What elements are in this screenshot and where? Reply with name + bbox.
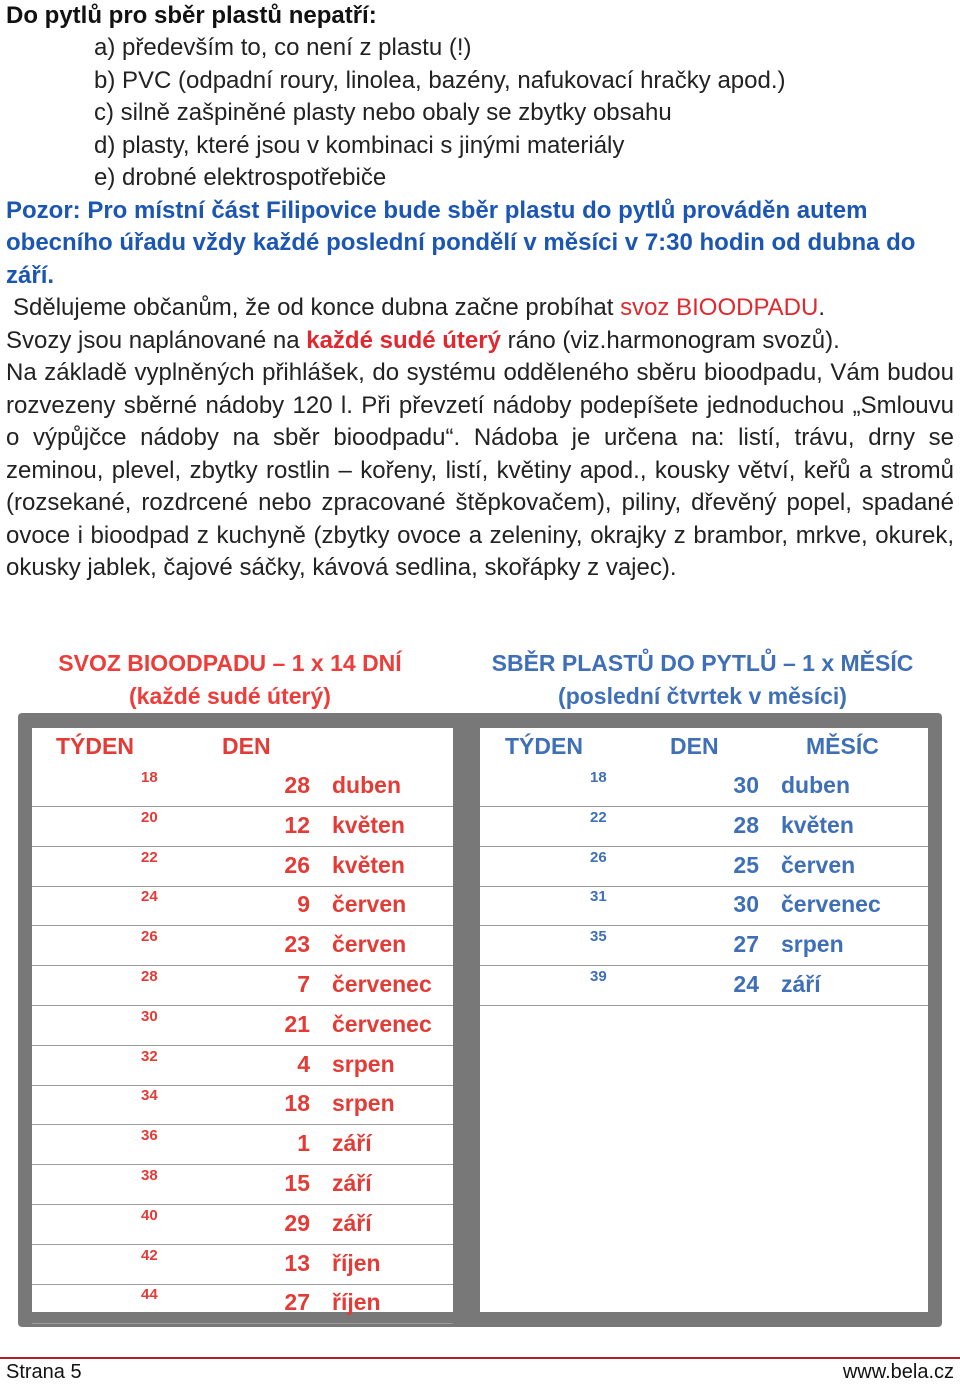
- list-item-d: d) plasty, které jsou v kombinaci s jinými materiály: [94, 131, 625, 159]
- day-number: 13: [284, 1249, 310, 1276]
- pl-schedule-row: [480, 806, 928, 847]
- pl-schedule-row: [480, 925, 928, 966]
- month-name: duben: [781, 772, 850, 798]
- bio-schedule-row: [32, 766, 453, 807]
- bio-schedule-row: [32, 1005, 453, 1046]
- pl-schedule-row: [480, 766, 928, 807]
- day-number: 27: [733, 931, 759, 958]
- plast-col-day-header: DEN: [670, 733, 719, 759]
- month-name: červen: [332, 931, 407, 958]
- day-number: 30: [733, 772, 759, 798]
- bio-schedule-row: [32, 846, 453, 887]
- month-name: září: [332, 1209, 372, 1236]
- pl-schedule-row: [480, 885, 928, 926]
- week-number: 34: [141, 1087, 158, 1105]
- bio-col-week-header: TÝDEN: [56, 733, 134, 759]
- day-number: 9: [297, 891, 310, 918]
- week-number: 24: [141, 888, 158, 906]
- day-number: 30: [733, 891, 759, 918]
- bio-schedule-row: [32, 1204, 453, 1245]
- bio-highlight: svoz BIOODPADU: [620, 294, 819, 321]
- document-text: [6, 0, 954, 585]
- pl-schedule-row: [480, 846, 928, 887]
- month-name: říjen: [332, 1249, 381, 1276]
- month-name: červenec: [332, 1010, 432, 1037]
- footer-divider: [0, 1357, 960, 1359]
- day-number: 15: [284, 1170, 310, 1196]
- bio-schedule-row: [32, 925, 453, 966]
- week-number: 31: [590, 888, 607, 906]
- list-item-a: a) především to, co není z plastu (!): [94, 34, 472, 61]
- day-number: 18: [284, 1090, 310, 1117]
- day-number: 28: [733, 811, 759, 838]
- month-name: červenec: [781, 891, 881, 918]
- month-name: srpen: [781, 931, 844, 958]
- day-number: 26: [284, 851, 310, 878]
- day-number: 21: [284, 1010, 310, 1037]
- bio-schedule-row: [32, 1124, 453, 1165]
- month-name: září: [781, 971, 821, 997]
- week-number: 26: [590, 848, 607, 866]
- plast-col-month-header: MĚSÍC: [806, 733, 879, 759]
- week-number: 26: [141, 928, 158, 946]
- day-number: 1: [297, 1130, 310, 1157]
- bio-schedule-row: [32, 1283, 453, 1324]
- day-number: 23: [284, 931, 310, 958]
- bio-schedule-title: SVOZ BIOODPADU – 1 x 14 DNÍ (každé sudé úterý): [58, 650, 402, 709]
- bio-announcement: Sdělujeme občanům, že od konce dubna začne probíhat svoz BIOODPADU.: [13, 294, 826, 321]
- list-item-c: c) silně zašpiněné plasty nebo obaly se zbytky obsahu: [94, 99, 672, 126]
- day-number: 7: [297, 971, 310, 997]
- week-number: 22: [590, 808, 607, 826]
- bio-schedule-note: Svozy jsou naplánované na každé sudé úterý ráno (viz.harmonogram svozů).: [6, 326, 840, 354]
- week-number: 44: [141, 1286, 158, 1304]
- website-link: www.bela.cz: [842, 1361, 954, 1383]
- week-number: 30: [141, 1007, 158, 1025]
- plast-col-week-header: TÝDEN: [505, 733, 583, 759]
- day-number: 29: [284, 1209, 310, 1236]
- month-name: květen: [781, 811, 854, 838]
- week-number: 40: [141, 1206, 158, 1224]
- day-number: 25: [733, 851, 759, 878]
- month-name: květen: [332, 851, 405, 878]
- bio-schedule-row: [32, 1244, 453, 1285]
- week-number: 32: [141, 1047, 158, 1065]
- week-number: 22: [141, 848, 158, 866]
- day-number: 12: [284, 811, 310, 838]
- month-name: září: [332, 1170, 372, 1196]
- bio-schedule-row: [32, 1084, 453, 1125]
- week-number: 18: [590, 769, 607, 786]
- month-name: srpen: [332, 1050, 395, 1077]
- month-name: duben: [332, 772, 401, 798]
- bio-schedule-row: [32, 1164, 453, 1205]
- week-number: 36: [141, 1127, 158, 1145]
- day-number: 27: [284, 1289, 310, 1316]
- month-name: květen: [332, 811, 405, 838]
- day-number: 24: [733, 971, 759, 997]
- bio-details-paragraph: Na základě vyplněných přihlášek, do systému odděleného sběru bioodpadu, Vám budou rozvezeny sběrné nádoby 120 l. Při převzetí nádoby podepíšete jednoduchou „Smlouvu o výpůjčce nádoby na sběr bioodpadu“. Nádoba je určena na: listí, trávu, drny se zeminou, plevel, zbytky rostlin – kořeny, listí, květiny apod., kousky větví, keřů a stromů (rozsekané, rozdrcené nebo zpracované štěpkovačem), piliny, dřevěný popel, spadané ovoce i bioodpad z kuchyně (zbytky ovoce a zeleniny, okrajky z brambor, mrkve, okurek, okusky jablek, čajové sáčky, kávová sedlina, skořápky z vajec).: [6, 359, 954, 581]
- week-number: 20: [141, 808, 158, 826]
- filipovice-notice: Pozor: Pro místní část Filipovice bude sběr plastu do pytlů prováděn autem obecního úřadu vždy každé poslední pondělí v měsíci v 7:30 hodin od dubna do září.: [6, 196, 916, 289]
- bio-schedule-row: [32, 806, 453, 847]
- page-number: Strana 5: [6, 1361, 82, 1383]
- month-name: červen: [332, 891, 407, 918]
- even-tuesday-highlight: každé sudé úterý: [306, 326, 501, 354]
- month-name: srpen: [332, 1090, 395, 1117]
- week-number: 38: [141, 1167, 158, 1184]
- week-number: 39: [590, 968, 607, 985]
- week-number: 18: [141, 769, 158, 786]
- bio-schedule-row: [32, 1045, 453, 1086]
- bio-schedule-row: [32, 965, 453, 1006]
- month-name: červenec: [332, 971, 432, 997]
- week-number: 28: [141, 968, 158, 985]
- plast-schedule-title: SBĚR PLASTŮ DO PYTLŮ – 1 x MĚSÍC (poslední čtvrtek v měsíci): [491, 650, 914, 709]
- month-name: září: [332, 1130, 372, 1157]
- week-number: 35: [590, 928, 607, 946]
- day-number: 4: [297, 1050, 310, 1077]
- month-name: říjen: [332, 1289, 381, 1316]
- bio-schedule-row: [32, 885, 453, 926]
- month-name: červen: [781, 851, 856, 878]
- list-item-b: b) PVC (odpadní roury, linolea, bazény, nafukovací hračky apod.): [94, 66, 786, 94]
- section-title: Do pytlů pro sběr plastů nepatří:: [6, 2, 377, 29]
- list-item-e: e) drobné elektrospotřebiče: [94, 164, 387, 191]
- week-number: 42: [141, 1246, 158, 1264]
- day-number: 28: [284, 772, 310, 798]
- pl-schedule-row: [480, 965, 928, 1006]
- bio-col-day-header: DEN: [222, 733, 271, 759]
